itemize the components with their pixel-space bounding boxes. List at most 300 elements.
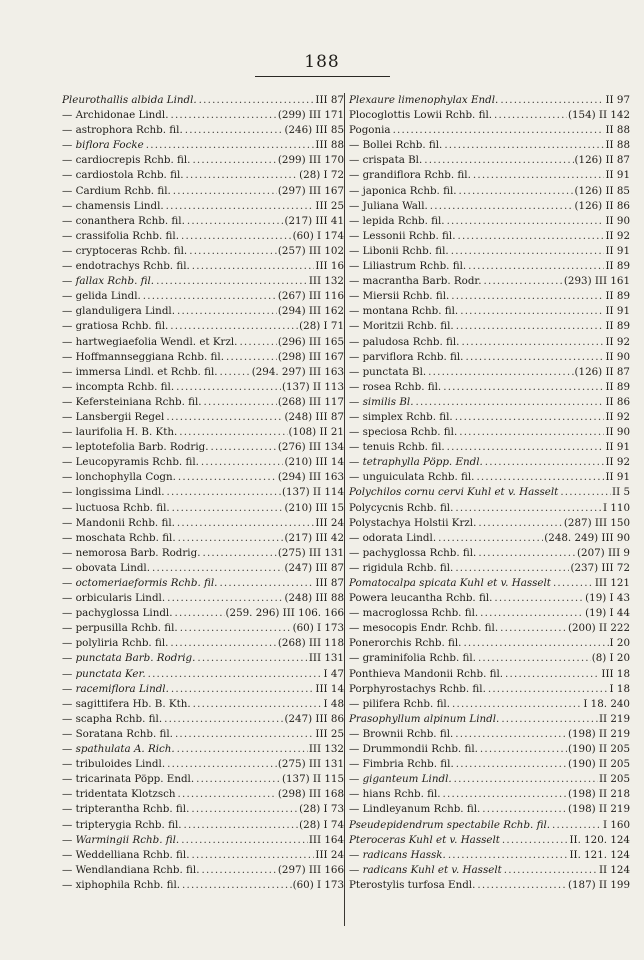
index-entry	[347, 440, 630, 455]
entry-name: Pseudepidendrum spectabile Rchb. fil.	[349, 818, 551, 831]
entry-name: — simplex Rchb. fil.	[349, 410, 453, 423]
index-entry	[62, 591, 344, 606]
index-entry	[347, 485, 630, 500]
dot-leader	[191, 802, 298, 817]
dot-leader	[226, 350, 277, 365]
entry-name: — scapha Rchb. fil.	[62, 712, 163, 725]
entry-name: — punctata Barb. Rodrig.	[62, 652, 196, 665]
index-entry	[347, 757, 630, 772]
dot-leader	[177, 516, 315, 531]
index-entry	[62, 651, 344, 666]
entry-reference: (8) I 20	[591, 652, 630, 665]
entry-reference: (190) II 205	[567, 743, 630, 756]
entry-reference: (210) III 14	[284, 456, 344, 469]
dot-leader	[438, 531, 543, 546]
entry-reference: (267) III 116	[277, 290, 344, 303]
entry-reference: I 18. 240	[583, 697, 630, 710]
index-entry	[347, 380, 630, 395]
dot-leader	[560, 485, 611, 500]
entry-name: — biflora Focke	[62, 139, 144, 152]
dot-leader	[552, 818, 602, 833]
index-entry	[62, 863, 344, 878]
entry-reference: (198) II 219	[567, 803, 630, 816]
index-entry	[62, 787, 344, 802]
entry-reference: (200) II 222	[567, 622, 630, 635]
index-entry	[62, 274, 344, 289]
entry-name: — rosea Rchb. fil.	[349, 380, 442, 393]
dot-leader	[196, 772, 281, 787]
entry-reference: II 89	[605, 290, 630, 303]
entry-name: — Lindleyanum Rchb. fil.	[349, 803, 481, 816]
index-column-right	[347, 93, 630, 893]
dot-leader	[455, 561, 569, 576]
index-entry	[347, 395, 630, 410]
index-entry	[62, 501, 344, 516]
dot-leader	[428, 365, 573, 380]
index-entry	[347, 576, 630, 591]
index-entry	[347, 878, 630, 893]
index-entry	[347, 516, 630, 531]
index-entry	[347, 606, 630, 621]
dot-leader	[465, 350, 604, 365]
entry-reference: (126) II 87	[574, 154, 630, 167]
dot-leader	[201, 455, 284, 470]
entry-name: — Juliana Wall.	[349, 199, 428, 212]
index-entry	[62, 153, 344, 168]
dot-leader	[211, 440, 277, 455]
index-entry	[347, 229, 630, 244]
entry-reference: I 18	[609, 682, 630, 695]
index-entry	[347, 667, 630, 682]
index-entry	[62, 229, 344, 244]
index-entry	[62, 576, 344, 591]
entry-name: — perpusilla Rchb. fil.	[62, 622, 178, 635]
entry-reference: II 92	[605, 456, 630, 469]
entry-reference: II 91	[605, 244, 630, 257]
dot-leader	[181, 229, 292, 244]
index-entry	[347, 335, 630, 350]
entry-reference: III 25	[315, 727, 344, 740]
entry-reference: I 160	[603, 818, 630, 831]
index-entry	[62, 772, 344, 787]
entry-reference: (268) III 118	[277, 637, 344, 650]
entry-name: — Kefersteiniana Rchb. fil.	[62, 395, 202, 408]
entry-reference: (299) III 171	[277, 109, 344, 122]
entry-name: — chamensis Lindl.	[62, 199, 164, 212]
index-entry	[347, 772, 630, 787]
entry-reference: III 25	[315, 199, 344, 212]
entry-reference: (28) I 71	[299, 320, 344, 333]
index-entry	[62, 742, 344, 757]
index-entry	[347, 833, 630, 848]
entry-name: — Soratana Rchb. fil.	[62, 727, 173, 740]
entry-name: — Miersii Rchb. fil.	[349, 290, 450, 303]
entry-reference: I 47	[323, 667, 344, 680]
index-entry	[347, 818, 630, 833]
dot-leader	[415, 395, 604, 410]
index-column-left	[62, 93, 344, 893]
entry-name: — punctata Ker.	[62, 667, 146, 680]
dot-leader	[219, 576, 314, 591]
entry-reference: II 5	[612, 486, 630, 499]
entry-name: Pogonia	[349, 124, 391, 137]
dot-leader	[454, 772, 598, 787]
entry-reference: III 132	[308, 743, 344, 756]
index-entry	[347, 561, 630, 576]
dot-leader	[459, 425, 604, 440]
dot-leader	[220, 365, 251, 380]
entry-name: — mesocopis Endr. Rchb. fil.	[349, 622, 499, 635]
dot-leader	[186, 168, 299, 183]
entry-name: Pteroceras Kuhl et v. Hasselt	[349, 833, 500, 846]
dot-leader	[494, 108, 567, 123]
dot-leader	[185, 123, 284, 138]
dot-leader	[170, 636, 276, 651]
entry-reference: (294) III 163	[277, 471, 344, 484]
entry-reference: (154) II 142	[567, 109, 630, 122]
entry-reference: (187) II 199	[567, 878, 630, 891]
entry-reference: II 92	[605, 335, 630, 348]
index-entry	[62, 108, 344, 123]
dot-leader	[204, 395, 277, 410]
index-entry	[62, 138, 344, 153]
entry-reference: (137) II 114	[281, 486, 344, 499]
entry-reference: (297) III 166	[277, 863, 344, 876]
index-entry	[347, 802, 630, 817]
index-entry	[62, 395, 344, 410]
entry-name: — rigidula Rchb. fil.	[349, 561, 454, 574]
entry-name: Prasophyllum alpinum Lindl.	[349, 712, 500, 725]
dot-leader	[180, 621, 292, 636]
index-entry	[347, 108, 630, 123]
entry-reference: III 18	[601, 667, 630, 680]
entry-name: — grandiflora Rchb. fil.	[349, 169, 471, 182]
index-entry	[62, 214, 344, 229]
index-entry	[347, 863, 630, 878]
entry-reference: II 219	[598, 712, 630, 725]
entry-reference: (60) I 173	[292, 878, 344, 891]
dot-leader	[199, 93, 315, 108]
entry-reference: II 97	[605, 94, 630, 106]
index-entry	[62, 319, 344, 334]
entry-reference: III 87	[315, 94, 344, 106]
entry-name: — luctuosa Rchb. fil.	[62, 501, 170, 514]
dot-leader	[171, 682, 315, 697]
entry-reference: II 205	[598, 773, 630, 786]
index-entry	[347, 697, 630, 712]
entry-reference: (248. 249) III 90	[544, 531, 630, 544]
dot-leader	[192, 153, 276, 168]
index-entry	[347, 93, 630, 108]
index-entry	[62, 727, 344, 742]
entry-name: — sagittifera Hb. B. Kth.	[62, 697, 191, 710]
index-entry	[347, 319, 630, 334]
entry-reference: (259. 296) III 106. 166	[225, 607, 344, 620]
entry-reference: II 90	[605, 426, 630, 439]
entry-name: — graminifolia Rchb. fil.	[349, 652, 476, 665]
dot-leader	[156, 274, 308, 289]
index-entry	[62, 697, 344, 712]
entry-reference: (217) III 42	[284, 531, 344, 544]
dot-leader	[444, 138, 604, 153]
entry-reference: (28) I 73	[299, 803, 344, 816]
entry-name: — gelida Lindl.	[62, 290, 141, 303]
dot-leader	[175, 606, 225, 621]
entry-name: — racemiflora Lindl.	[62, 682, 169, 695]
dot-leader	[452, 697, 582, 712]
index-entry	[62, 878, 344, 893]
dot-leader	[393, 123, 605, 138]
entry-reference: (60) I 174	[292, 229, 344, 242]
entry-name: — octomeriaeformis Rchb. fil.	[62, 577, 218, 589]
entry-reference: II 90	[605, 214, 630, 227]
dot-leader	[177, 742, 308, 757]
entry-reference: (294) III 162	[277, 305, 344, 318]
entry-name: Plexaure limenophylax Endl.	[349, 94, 499, 106]
entry-reference: II 92	[605, 410, 630, 423]
entry-reference: II 88	[605, 124, 630, 137]
entry-name: — tetraphylla Pöpp. Endl.	[349, 456, 483, 469]
entry-name: — radicans Kuhl et v. Hasselt	[349, 863, 502, 876]
entry-name: Pleurothallis albida Lindl.	[62, 94, 197, 106]
entry-name: — Wendlandiana Rchb. fil.	[62, 863, 200, 876]
entry-name: Polystachya Holstii Krzl.	[349, 516, 477, 529]
index-entry	[62, 289, 344, 304]
dot-leader	[189, 244, 277, 259]
dot-leader	[192, 259, 315, 274]
entry-reference: II 89	[605, 260, 630, 273]
dot-leader	[455, 727, 567, 742]
index-entry	[347, 501, 630, 516]
dot-leader	[500, 93, 604, 108]
entry-reference: III 88	[315, 139, 344, 152]
dot-leader	[456, 757, 567, 772]
dot-leader	[480, 606, 584, 621]
entry-reference: II 88	[605, 139, 630, 152]
dot-leader	[175, 727, 314, 742]
index-entry	[347, 123, 630, 138]
entry-reference: (198) II 219	[567, 727, 630, 740]
entry-reference: (190) II 205	[567, 758, 630, 771]
dot-leader	[166, 410, 283, 425]
entry-reference: II 91	[605, 471, 630, 484]
entry-reference: (137) II 113	[281, 380, 344, 393]
dot-leader	[191, 848, 314, 863]
entry-reference: (276) III 134	[277, 441, 344, 454]
dot-leader	[478, 546, 576, 561]
entry-reference: II 124	[598, 863, 630, 876]
entry-name: — Drummondii Rchb. fil.	[349, 743, 478, 756]
dot-leader	[167, 485, 281, 500]
entry-name: — tridentata Klotzsch	[62, 788, 176, 801]
entry-name: — pachyglossa Rchb. fil.	[349, 546, 477, 559]
entry-reference: (268) III 117	[277, 395, 344, 408]
index-entry	[62, 848, 344, 863]
index-entry	[347, 727, 630, 742]
dot-leader	[202, 546, 276, 561]
entry-name: — orbicularis Lindl.	[62, 592, 166, 605]
entry-reference: III 132	[308, 275, 344, 288]
entry-name: — Archidonae Lindl.	[62, 109, 169, 122]
entry-reference: (28) I 72	[299, 169, 344, 182]
dot-leader	[478, 651, 591, 666]
entry-name: — giganteum Lindl.	[349, 773, 452, 786]
entry-reference: II 86	[605, 395, 630, 408]
entry-name: — crassifolia Rchb. fil.	[62, 229, 179, 242]
entry-name: — hians Rchb. fil.	[349, 788, 441, 801]
entry-name: — glanduligera Lindl.	[62, 305, 175, 318]
index-entry	[347, 168, 630, 183]
entry-name: — Weddelliana Rchb. fil.	[62, 848, 190, 861]
entry-name: — pilifera Rchb. fil.	[349, 697, 451, 710]
entry-name: — tripterantha Rchb. fil.	[62, 803, 190, 816]
index-entry	[62, 350, 344, 365]
index-entry	[62, 380, 344, 395]
dot-leader	[164, 712, 283, 727]
entry-name: — macrantha Barb. Rodr.	[349, 275, 482, 288]
entry-name: — cardiostola Rchb. fil.	[62, 169, 184, 182]
entry-name: — tenuis Rchb. fil.	[349, 441, 445, 454]
index-entry	[347, 787, 630, 802]
dot-leader	[455, 410, 605, 425]
index-entry	[347, 350, 630, 365]
dot-leader	[455, 501, 602, 516]
entry-name: — parviflora Rchb. fil.	[349, 350, 464, 363]
index-entry	[347, 410, 630, 425]
dot-leader	[447, 440, 605, 455]
dot-leader	[172, 501, 284, 516]
entry-name: — laurifolia H. B. Kth.	[62, 426, 178, 439]
index-entry	[347, 138, 630, 153]
dot-leader	[484, 274, 563, 289]
index-entry	[62, 606, 344, 621]
dot-leader	[447, 214, 605, 229]
dot-leader	[494, 591, 584, 606]
entry-name: — tripterygia Rchb. fil.	[62, 818, 182, 831]
entry-name: — hartwegiaefolia Wendl. et Krzl.	[62, 335, 238, 348]
entry-name: — Mandonii Rchb. fil.	[62, 516, 175, 529]
dot-leader	[197, 651, 307, 666]
entry-name: — pachyglossa Lindl.	[62, 607, 173, 620]
entry-name: — punctata Bl.	[349, 365, 427, 378]
index-entry	[62, 365, 344, 380]
index-entry	[62, 440, 344, 455]
entry-name: — Fimbria Rchb. fil.	[349, 758, 454, 771]
entry-name: Ponerorchis Rchb. fil.	[349, 637, 462, 650]
entry-reference: (287) III 150	[563, 516, 630, 529]
dot-leader	[170, 319, 298, 334]
dot-leader	[448, 848, 569, 863]
dot-leader	[476, 470, 604, 485]
entry-reference: III 121	[594, 577, 630, 589]
column-divider	[344, 93, 345, 926]
dot-leader	[177, 304, 277, 319]
index-entry	[347, 636, 630, 651]
entry-reference: (248) III 87	[284, 410, 344, 423]
dot-leader	[146, 138, 315, 153]
index-entry	[347, 455, 630, 470]
index-entry	[62, 712, 344, 727]
entry-reference: III 24	[315, 516, 344, 529]
entry-reference: III 164	[308, 833, 344, 846]
dot-leader	[461, 335, 604, 350]
index-entry	[62, 168, 344, 183]
entry-reference: (60) I 173	[292, 622, 344, 635]
index-entry	[62, 485, 344, 500]
entry-name: — Warmingii Rchb. fil.	[62, 833, 180, 846]
dot-leader	[152, 561, 283, 576]
entry-reference: III 87	[315, 577, 344, 589]
entry-reference: (294. 297) III 163	[251, 365, 344, 378]
entry-reference: (247) III 87	[284, 561, 344, 574]
entry-name: Pterostylis turfosa Endl.	[349, 878, 476, 891]
index-entry	[347, 244, 630, 259]
entry-name: — cryptoceras Rchb. fil.	[62, 244, 188, 257]
entry-name: — crispata Bl.	[349, 154, 423, 167]
entry-reference: (298) III 167	[277, 350, 344, 363]
entry-reference: (126) II 86	[574, 199, 630, 212]
entry-name: — spathulata A. Rich.	[62, 743, 175, 756]
dot-leader	[193, 697, 323, 712]
index-entry	[62, 93, 344, 108]
entry-reference: II. 120. 124	[569, 833, 630, 846]
index-entry	[347, 848, 630, 863]
entry-name: — tricarinata Pöpp. Endl.	[62, 773, 195, 786]
entry-reference: (137) II 115	[281, 773, 344, 786]
entry-name: — speciosa Rchb. fil.	[349, 426, 458, 439]
dot-leader	[178, 470, 277, 485]
entry-reference: II 89	[605, 320, 630, 333]
dot-leader	[424, 153, 573, 168]
index-entry	[62, 757, 344, 772]
entry-reference: II 90	[605, 350, 630, 363]
entry-name: — leptotefolia Barb. Rodrig.	[62, 441, 209, 454]
entry-name: — moschata Rchb. fil.	[62, 531, 176, 544]
index-entry	[347, 289, 630, 304]
dot-leader	[451, 289, 604, 304]
index-entry	[62, 259, 344, 274]
index-entry	[347, 425, 630, 440]
dot-leader	[178, 787, 277, 802]
index-entry	[62, 802, 344, 817]
entry-name: — Hoffmannseggiana Rchb. fil.	[62, 350, 224, 363]
entry-name: — gratiosa Rchb. fil.	[62, 320, 169, 333]
entry-reference: (297) III 167	[277, 184, 344, 197]
page-number: 188	[304, 52, 340, 72]
dot-leader	[485, 455, 605, 470]
index-entry	[347, 621, 630, 636]
dot-leader	[143, 289, 277, 304]
entry-name: — Moritzii Rchb. fil.	[349, 320, 454, 333]
index-entry	[62, 546, 344, 561]
entry-reference: III 131	[308, 652, 344, 665]
dot-leader	[239, 335, 276, 350]
entry-reference: (275) III 131	[277, 758, 344, 771]
entry-reference: II 91	[605, 305, 630, 318]
dot-leader	[167, 591, 283, 606]
entry-reference: (108) II 21	[288, 426, 344, 439]
dot-leader	[166, 199, 315, 214]
dot-leader	[504, 863, 598, 878]
dot-leader	[468, 259, 604, 274]
index-entry	[62, 184, 344, 199]
entry-name: Porphyrostachys Rchb. fil.	[349, 682, 486, 695]
dot-leader	[182, 878, 292, 893]
index-entry	[347, 153, 630, 168]
dot-leader	[457, 229, 604, 244]
entry-reference: (126) II 87	[574, 365, 630, 378]
dot-leader	[505, 667, 600, 682]
